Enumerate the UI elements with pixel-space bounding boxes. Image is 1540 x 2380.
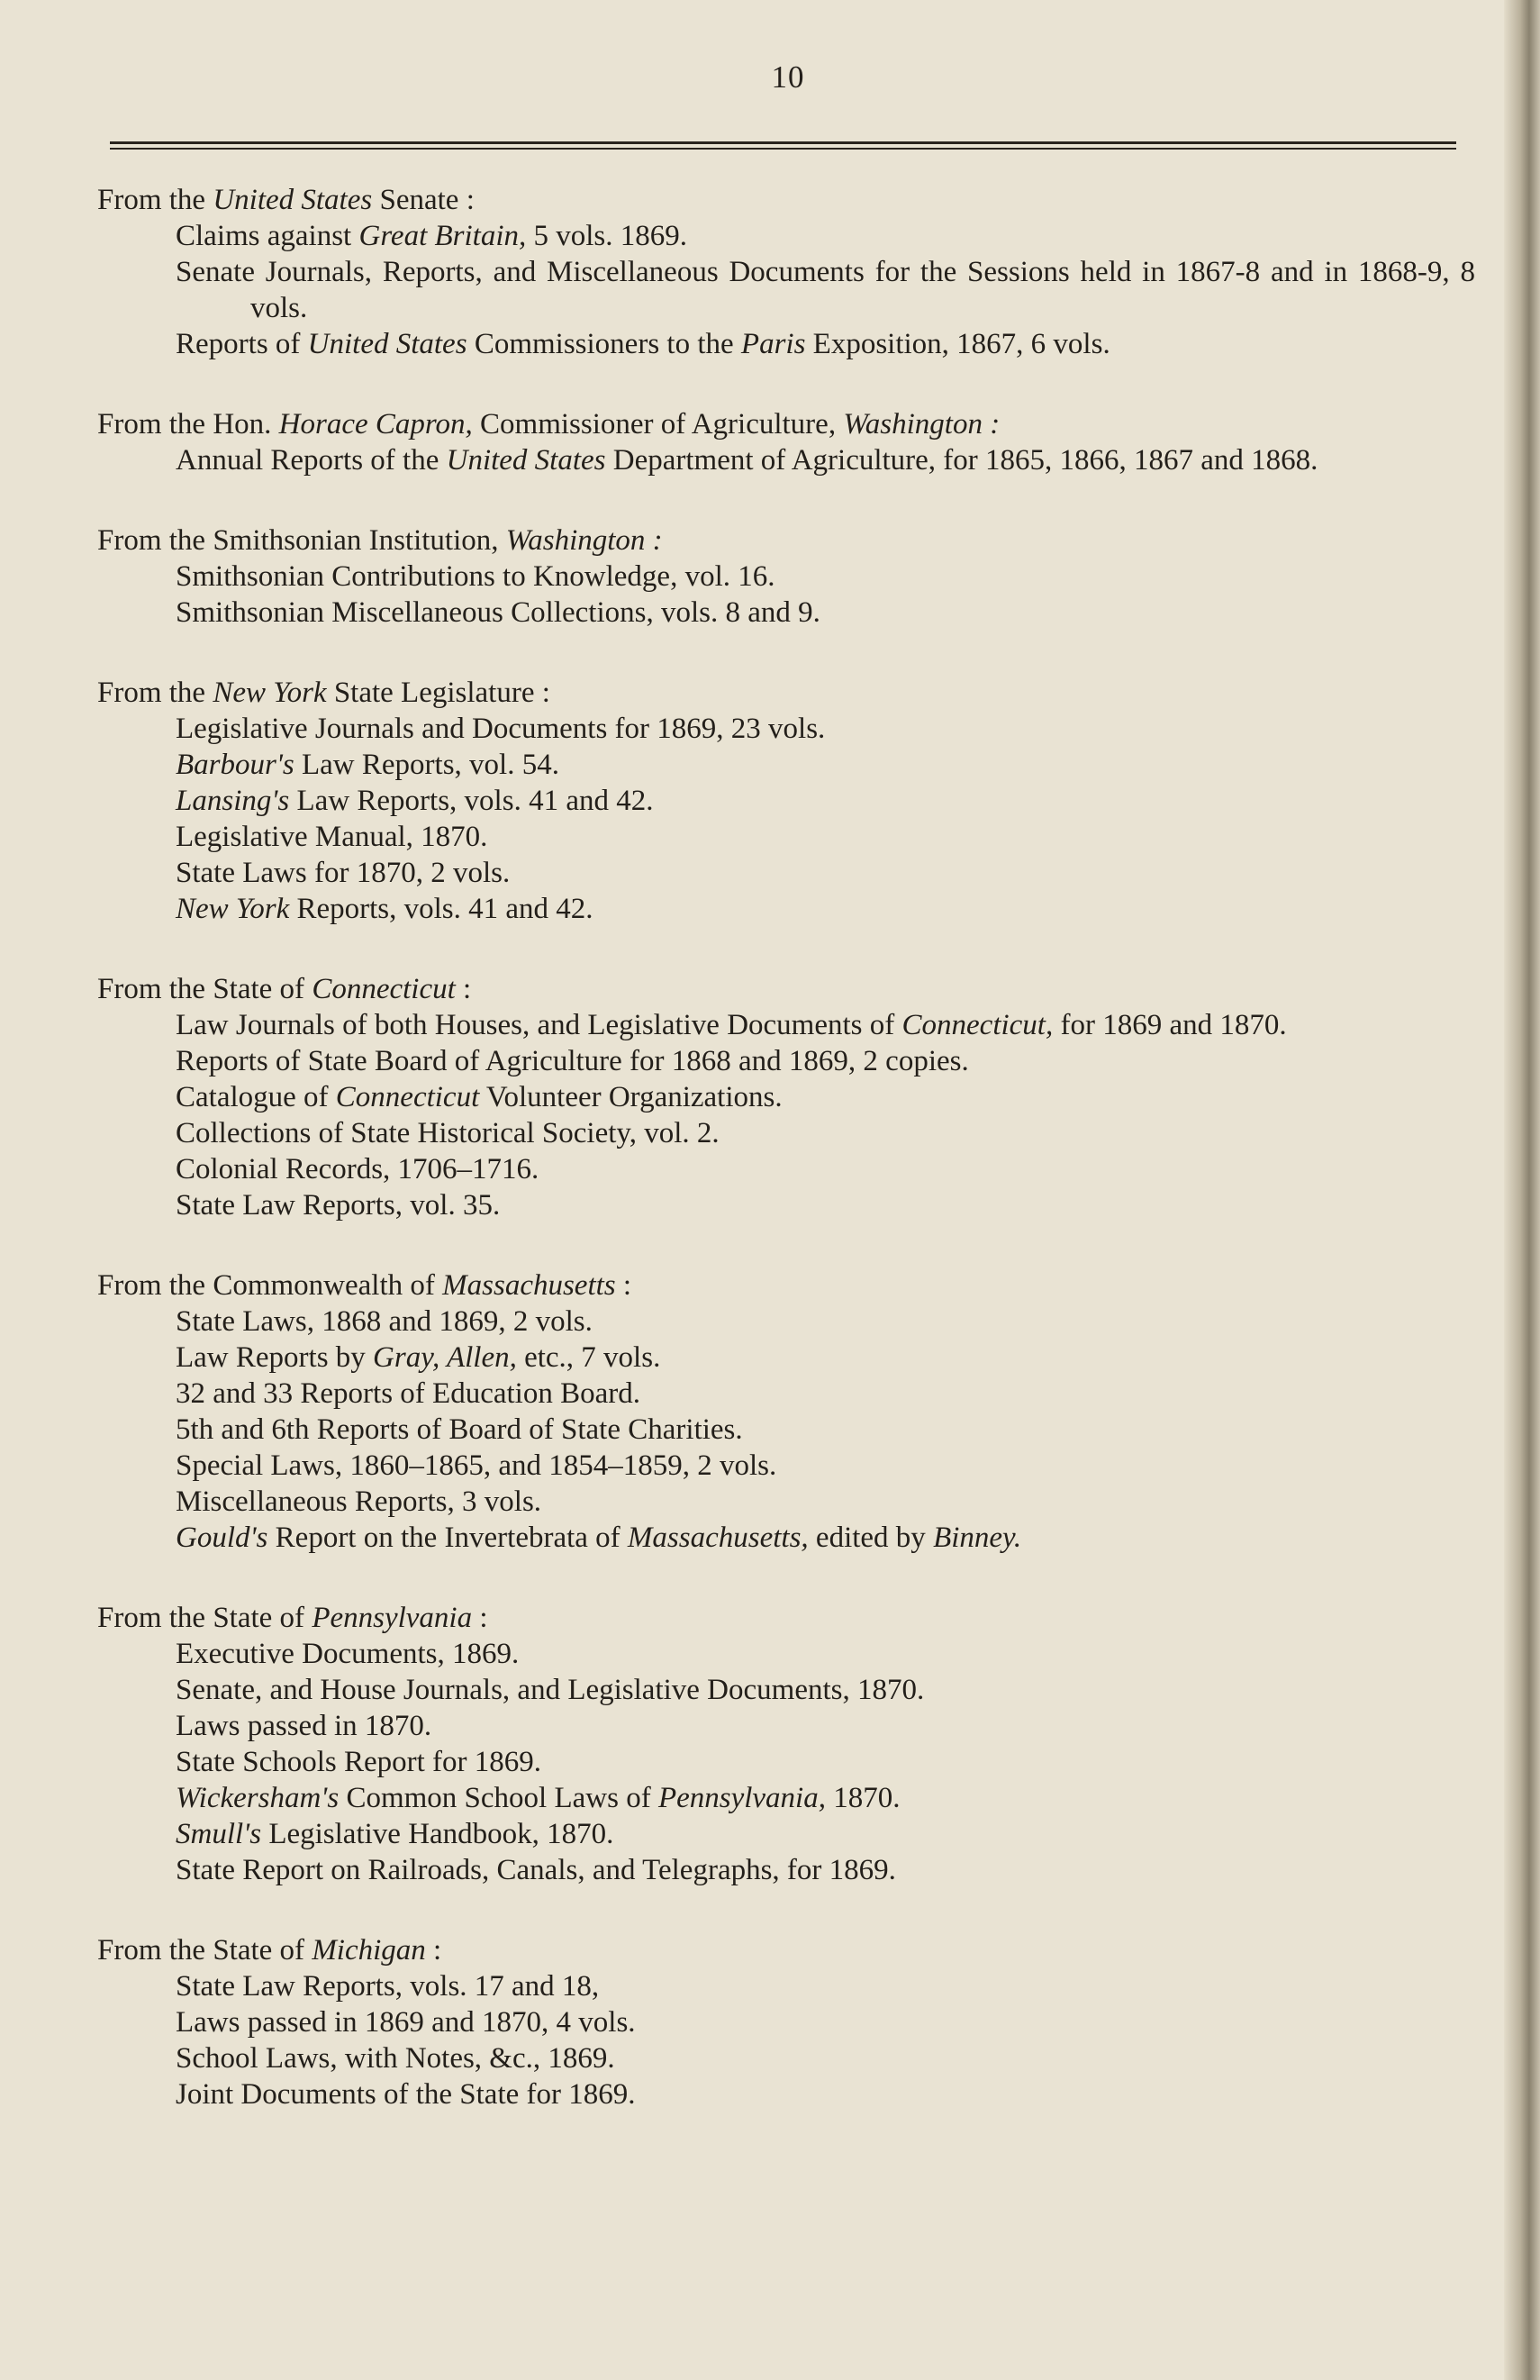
donation-section	[97, 182, 1475, 362]
entry-text: New York	[176, 893, 290, 925]
entry-text: for 1869 and 1870.	[1053, 1009, 1287, 1041]
entry-text: State Schools Report for 1869.	[176, 1746, 542, 1778]
entry-text: Law Reports, vols. 41 and 42.	[289, 785, 654, 817]
donation-entry	[97, 747, 1475, 783]
donation-entry	[97, 1340, 1475, 1376]
section-heading	[97, 522, 1475, 559]
entry-text: Miscellaneous Reports, 3 vols.	[176, 1485, 542, 1518]
entry-text: Colonial Records, 1706–1716.	[176, 1153, 539, 1185]
entry-text: Special Laws, 1860–1865, and 1854–1859, 2 vols.	[176, 1449, 777, 1482]
entry-text: United States	[307, 328, 467, 360]
donation-entry	[97, 1448, 1475, 1484]
donation-entry	[97, 326, 1475, 362]
entry-text: Volunteer Organizations.	[479, 1081, 783, 1113]
entry-text: Laws passed in 1869 and 1870, 4 vols.	[176, 2006, 636, 2039]
section-heading	[97, 406, 1475, 442]
donation-section	[97, 675, 1475, 927]
donation-entry	[97, 2076, 1475, 2112]
entry-text: Binney.	[933, 1522, 1022, 1554]
entry-text: Barbour's	[176, 749, 294, 781]
entry-text: 32 and 33 Reports of Education Board.	[176, 1377, 640, 1410]
entry-text: Lansing's	[176, 785, 290, 817]
section-heading	[97, 1267, 1475, 1304]
donation-entry	[97, 891, 1475, 927]
entry-text: United States	[446, 444, 606, 477]
entry-text: Smithsonian Contributions to Knowledge, vol. 16.	[176, 560, 775, 593]
donation-entry	[97, 1187, 1475, 1223]
heading-italic: Horace Capron,	[278, 408, 473, 441]
section-heading	[97, 675, 1475, 711]
section-heading	[97, 1932, 1475, 1968]
donation-entry	[97, 1708, 1475, 1744]
donation-entry	[97, 1672, 1475, 1708]
entry-text: Law Reports, vol. 54.	[294, 749, 559, 781]
donation-entry	[97, 1079, 1475, 1115]
donation-entry	[97, 218, 1475, 254]
entry-text: Legislative Manual, 1870.	[176, 821, 488, 853]
donation-section	[97, 406, 1475, 478]
donation-entry	[97, 1412, 1475, 1448]
entry-text: Connecticut	[335, 1081, 480, 1113]
header-rule	[110, 141, 1456, 144]
donation-entry	[97, 595, 1475, 631]
section-heading	[97, 1600, 1475, 1636]
donation-entry	[97, 2040, 1475, 2076]
donation-entry	[97, 2004, 1475, 2040]
page-edge-shadow	[1504, 0, 1540, 2380]
entry-text: Common School Laws of	[339, 1782, 658, 1814]
donation-entry	[97, 1007, 1475, 1043]
donation-section	[97, 522, 1475, 631]
section-heading	[97, 182, 1475, 218]
heading-pre: From the Smithsonian Institution,	[97, 524, 506, 557]
donation-entry	[97, 254, 1475, 326]
donation-entry	[97, 1043, 1475, 1079]
heading-italic: New York	[213, 677, 327, 709]
entry-text: Laws passed in 1870.	[176, 1710, 432, 1742]
entry-text: Catalogue of	[176, 1081, 336, 1113]
donation-entry	[97, 783, 1475, 819]
entry-text: Smull's	[176, 1818, 262, 1850]
donation-section	[97, 1932, 1475, 2112]
entry-text: Paris	[740, 328, 806, 360]
header-rule-secondary	[110, 148, 1456, 150]
donation-entry	[97, 1816, 1475, 1852]
entry-text: Commissioners to the	[467, 328, 741, 360]
donation-entry	[97, 711, 1475, 747]
donation-entry	[97, 559, 1475, 595]
donations-list	[97, 182, 1475, 2157]
entry-text: State Law Reports, vols. 17 and 18,	[176, 1970, 600, 2003]
donation-entry	[97, 1115, 1475, 1151]
heading-italic: United States	[213, 184, 373, 216]
heading-pre: From the State of	[97, 973, 313, 1005]
entry-text: Great Britain,	[358, 220, 527, 252]
heading-pre: From the Hon.	[97, 408, 279, 441]
entry-text: Joint Documents of the State for 1869.	[176, 2078, 636, 2111]
entry-text: edited by	[808, 1522, 934, 1554]
heading-post: State Legislature :	[326, 677, 550, 709]
entry-text: State Law Reports, vol. 35.	[176, 1189, 501, 1222]
entry-text: Senate, and House Journals, and Legislative Documents, 1870.	[176, 1674, 925, 1706]
heading-post: Senate :	[372, 184, 475, 216]
entry-text: Exposition, 1867, 6 vols.	[805, 328, 1110, 360]
entry-text: Claims against	[176, 220, 359, 252]
donation-section	[97, 1600, 1475, 1888]
donation-section	[97, 971, 1475, 1223]
heading-post: :	[615, 1269, 632, 1302]
entry-text: State Report on Railroads, Canals, and Telegraphs, for 1869.	[176, 1854, 896, 1886]
entry-text: Gould's	[176, 1522, 268, 1554]
donation-entry	[97, 1520, 1475, 1556]
heading-pre: From the Commonwealth of	[97, 1269, 443, 1302]
entry-text: Report on the Invertebrata of	[267, 1522, 628, 1554]
heading-italic: Massachusetts	[442, 1269, 616, 1302]
donation-entry	[97, 1376, 1475, 1412]
heading-post: :	[472, 1602, 488, 1634]
donation-entry	[97, 819, 1475, 855]
heading-italic: Connecticut	[312, 973, 456, 1005]
entry-text: Executive Documents, 1869.	[176, 1638, 520, 1670]
section-heading	[97, 971, 1475, 1007]
donation-entry	[97, 1744, 1475, 1780]
entry-text: School Laws, with Notes, &c., 1869.	[176, 2042, 615, 2075]
heading-pre: From the	[97, 184, 213, 216]
entry-text: Law Journals of both Houses, and Legislative Documents of	[176, 1009, 902, 1041]
donation-entry	[97, 1484, 1475, 1520]
entry-text: Reports, vols. 41 and 42.	[289, 893, 593, 925]
entry-text: Senate Journals, Reports, and Miscellaneous Documents for the Sessions held in 1867-8 and in 1868-9, 8 vols.	[176, 256, 1475, 324]
heading-post: :	[425, 1934, 442, 1967]
donation-section	[97, 1267, 1475, 1556]
entry-text: Department of Agriculture, for 1865, 1866, 1867 and 1868.	[605, 444, 1318, 477]
entry-text: 5 vols. 1869.	[526, 220, 688, 252]
entry-text: 5th and 6th Reports of Board of State Charities.	[176, 1413, 743, 1446]
donation-entry	[97, 1304, 1475, 1340]
entry-text: Legislative Handbook, 1870.	[261, 1818, 614, 1850]
entry-text: Pennsylvania,	[657, 1782, 826, 1814]
heading-pre: From the	[97, 677, 213, 709]
entry-text: Collections of State Historical Society, vol. 2.	[176, 1117, 720, 1149]
donation-entry	[97, 855, 1475, 891]
entry-text: Law Reports by	[176, 1341, 374, 1374]
donation-entry	[97, 1852, 1475, 1888]
entry-text: Annual Reports of the	[176, 444, 447, 477]
donation-entry	[97, 1151, 1475, 1187]
donation-entry	[97, 442, 1475, 478]
entry-text: Smithsonian Miscellaneous Collections, vols. 8 and 9.	[176, 596, 820, 629]
heading-italic: Washington :	[505, 524, 663, 557]
heading-pre: From the State of	[97, 1934, 313, 1967]
entry-text: Reports of State Board of Agriculture for 1868 and 1869, 2 copies.	[176, 1045, 969, 1077]
entry-text: 1870.	[825, 1782, 901, 1814]
heading-post: :	[455, 973, 472, 1005]
entry-text: Gray, Allen,	[373, 1341, 517, 1374]
heading-italic: Michigan	[312, 1934, 426, 1967]
entry-text: Legislative Journals and Documents for 1869, 23 vols.	[176, 713, 826, 745]
entry-text: State Laws for 1870, 2 vols.	[176, 857, 511, 889]
donation-entry	[97, 1636, 1475, 1672]
entry-text: Wickersham's	[176, 1782, 340, 1814]
entry-text: State Laws, 1868 and 1869, 2 vols.	[176, 1305, 593, 1338]
heading-pre: From the State of	[97, 1602, 313, 1634]
heading-italic: Pennsylvania	[312, 1602, 473, 1634]
entry-text: Massachusetts,	[627, 1522, 809, 1554]
heading-italic2: Washington :	[843, 408, 1001, 441]
entry-text: Reports of	[176, 328, 308, 360]
donation-entry	[97, 1780, 1475, 1816]
donation-entry	[97, 1968, 1475, 2004]
heading-post: Commissioner of Agriculture,	[472, 408, 844, 441]
entry-text: etc., 7 vols.	[516, 1341, 661, 1374]
entry-text: Connecticut,	[901, 1009, 1054, 1041]
page-number: 10	[771, 59, 805, 95]
